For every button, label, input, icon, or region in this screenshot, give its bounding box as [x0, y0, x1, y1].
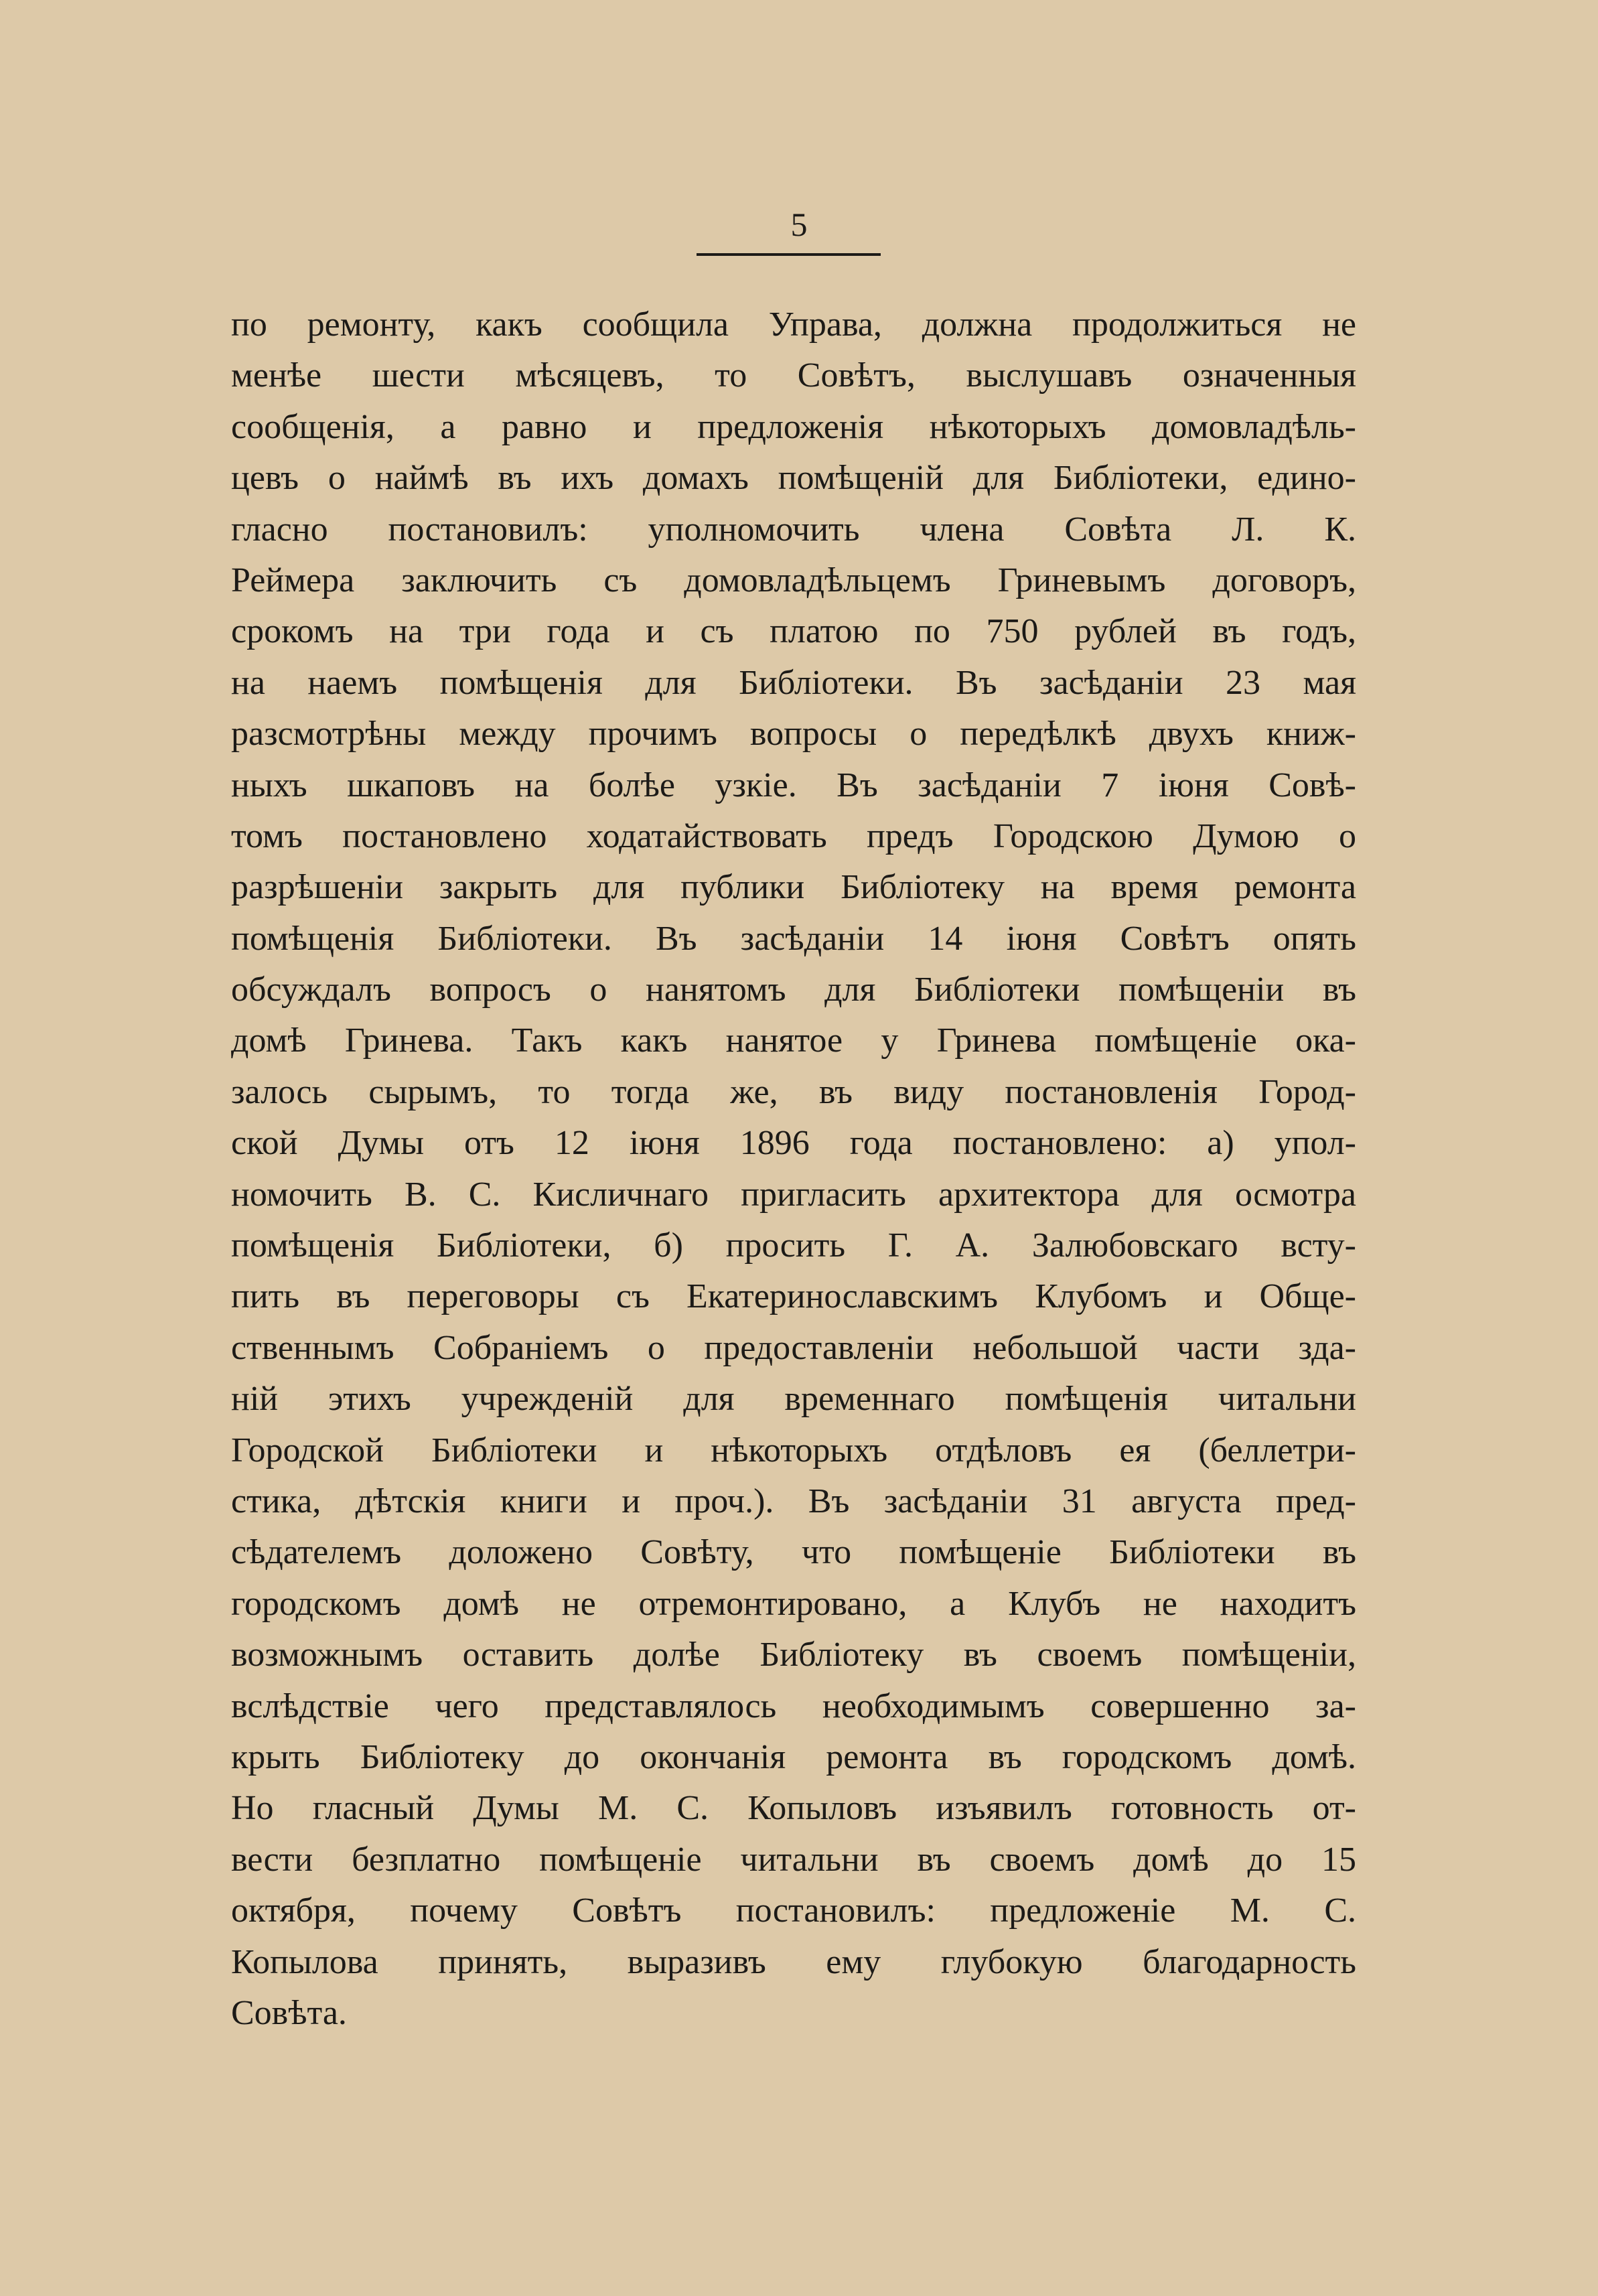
text-line: Копылова принять, выразивъ ему глубокую благодарность — [231, 1942, 1356, 1981]
text-line: гласно постановилъ: уполномочить члена Совѣта Л. К. — [231, 510, 1356, 549]
text-line: Совѣта. — [231, 1993, 347, 2032]
body-text — [231, 299, 1356, 2039]
text-line: ственнымъ Собраніемъ о предоставленіи небольшой части зда- — [231, 1328, 1356, 1367]
text-line: сѣдателемъ доложено Совѣту, что помѣщеніе Библіотеки въ — [231, 1533, 1356, 1572]
text-line: по ремонту, какъ сообщила Управа, должна продолжиться не — [231, 305, 1356, 344]
text-line: возможнымъ оставить долѣе Библіотеку въ своемъ помѣщеніи, — [231, 1636, 1356, 1674]
text-line: крыть Библіотеку до окончанія ремонта въ городскомъ домѣ. — [231, 1737, 1356, 1776]
text-line: Но гласный Думы М. С. Копыловъ изъявилъ готовность от- — [231, 1789, 1356, 1828]
text-line: срокомъ на три года и съ платою по 750 рублей въ годъ, — [231, 612, 1356, 651]
text-line: обсуждалъ вопросъ о нанятомъ для Библіотеки помѣщеніи въ — [231, 971, 1356, 1009]
text-line: сообщенія, а равно и предложенія нѣкоторыхъ домовладѣль- — [231, 407, 1356, 446]
text-line: стика, дѣтскія книги и проч.). Въ засѣданіи 31 августа пред- — [231, 1482, 1356, 1520]
text-line: пить въ переговоры съ Екатеринославскимъ Клубомъ и Обще- — [231, 1277, 1356, 1316]
text-line: номочить В. С. Кисличнаго пригласить архитектора для осмотра — [231, 1175, 1356, 1214]
text-line: помѣщенія Библіотеки. Въ засѣданіи 14 іюня Совѣтъ опять — [231, 919, 1356, 958]
text-line: вслѣдствіе чего представлялось необходимымъ совершенно за- — [231, 1687, 1356, 1725]
text-line: вести безплатно помѣщеніе читальни въ своемъ домѣ до 15 — [231, 1840, 1356, 1879]
text-line: цевъ о наймѣ въ ихъ домахъ помѣщеній для Библіотеки, едино- — [231, 459, 1356, 498]
text-line: Городской Библіотеки и нѣкоторыхъ отдѣловъ ея (беллетри- — [231, 1431, 1356, 1469]
header-rule — [697, 253, 881, 256]
text-line: менѣе шести мѣсяцевъ, то Совѣтъ, выслушавъ означенныя — [231, 356, 1356, 395]
text-line: ской Думы отъ 12 іюня 1896 года постановлено: а) упол- — [231, 1124, 1356, 1163]
text-line: томъ постановлено ходатайствовать предъ Городскою Думою о — [231, 816, 1356, 855]
text-line: домѣ Гринева. Такъ какъ нанятое у Гринева помѣщеніе ока- — [231, 1021, 1356, 1060]
text-line: разсмотрѣны между прочимъ вопросы о передѣлкѣ двухъ книж- — [231, 715, 1356, 754]
text-line: ныхъ шкаповъ на болѣе узкіе. Въ засѣданіи 7 іюня Совѣ- — [231, 766, 1356, 804]
text-line: помѣщенія Библіотеки, б) просить Г. А. Залюбовскаго всту- — [231, 1226, 1356, 1265]
page-number: 5 — [790, 206, 808, 243]
text-line: городскомъ домѣ не отремонтировано, а Клубъ не находитъ — [231, 1584, 1356, 1623]
text-line: октября, почему Совѣтъ постановилъ: предложеніе М. С. — [231, 1891, 1356, 1930]
text-line: залось сырымъ, то тогда же, въ виду постановленія Город- — [231, 1072, 1356, 1111]
text-line: Реймера заключить съ домовладѣльцемъ Гриневымъ договоръ, — [231, 561, 1356, 599]
text-line: разрѣшеніи закрыть для публики Библіотеку на время ремонта — [231, 868, 1356, 907]
text-line: ній этихъ учрежденій для временнаго помѣщенія читальни — [231, 1380, 1356, 1419]
text-line: на наемъ помѣщенія для Библіотеки. Въ засѣданіи 23 мая — [231, 663, 1356, 702]
